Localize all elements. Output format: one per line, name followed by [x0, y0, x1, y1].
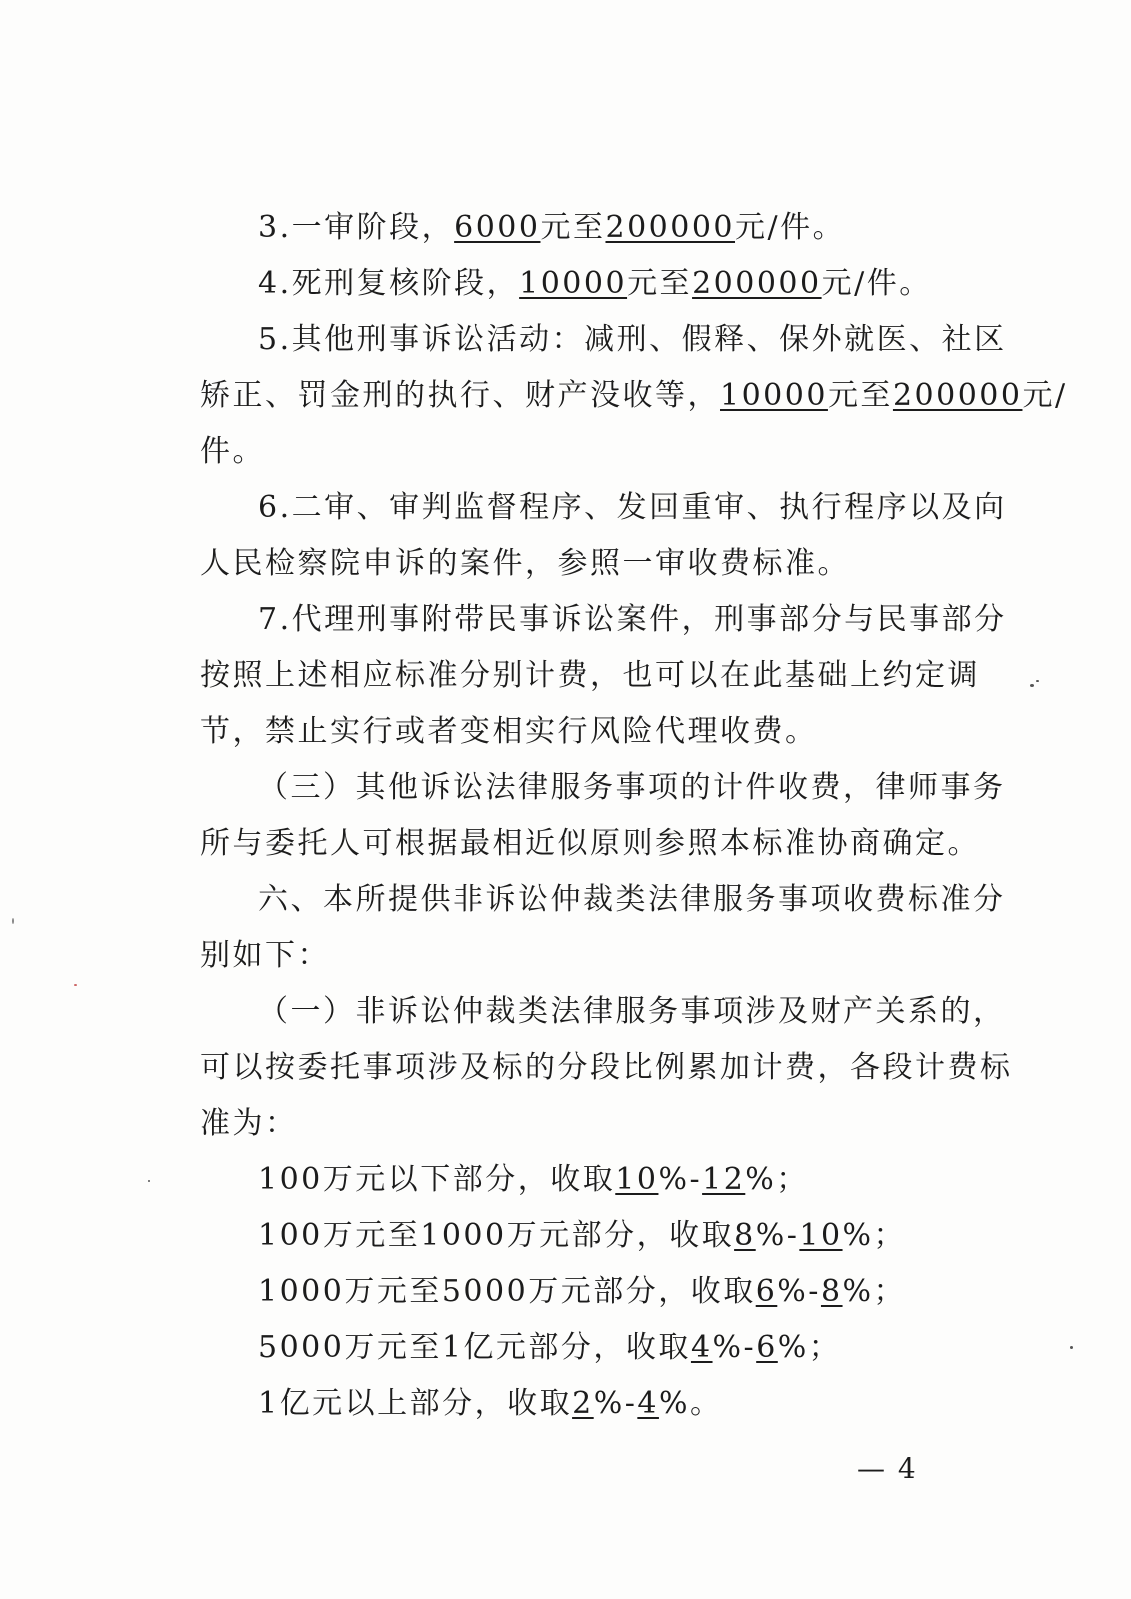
- page-number: — 4: [857, 1452, 918, 1485]
- fee-tier-line: 100万元至1000万元部分，收取8%-10%；: [258, 1218, 907, 1253]
- scan-speck: [1030, 684, 1034, 687]
- fee-tier-line: 5000万元至1亿元部分，收取4%-6%；: [258, 1330, 842, 1365]
- text-line: 6.二审、审判监督程序、发回重审、执行程序以及向: [258, 490, 1007, 525]
- text-line: 5.其他刑事诉讼活动：减刑、假释、保外就医、社区: [258, 322, 1007, 357]
- text-line: 按照上述相应标准分别计费，也可以在此基础上约定调: [200, 658, 980, 693]
- scan-speck: [1036, 680, 1039, 682]
- text-line: 所与委托人可根据最相近似原则参照本标准协商确定。: [200, 826, 980, 861]
- text-line: 矫正、罚金刑的执行、财产没收等，10000元至200000元/: [200, 378, 1068, 413]
- text-line: 3.一审阶段，6000元至200000元/件。: [258, 210, 846, 245]
- text-line: （三）其他诉讼法律服务事项的计件收费，律师事务: [258, 770, 1006, 805]
- text-line: 别如下：: [200, 938, 330, 973]
- text-line: 节，禁止实行或者变相实行风险代理收费。: [200, 714, 818, 749]
- fee-tier-line: 1000万元至5000万元部分，收取6%-8%；: [258, 1274, 907, 1309]
- text-line: 可以按委托事项涉及标的分段比例累加计费，各段计费标: [200, 1050, 1013, 1085]
- text-line: 六、本所提供非诉讼仲裁类法律服务事项收费标准分: [258, 882, 1006, 917]
- text-line: 7.代理刑事附带民事诉讼案件，刑事部分与民事部分: [258, 602, 1007, 637]
- scan-speck: [1070, 1346, 1073, 1349]
- scan-speck: [12, 918, 14, 924]
- scan-speck: [148, 1180, 150, 1182]
- text-line: 件。: [200, 434, 265, 469]
- fee-tier-line: 100万元以下部分，收取10%-12%；: [258, 1162, 809, 1197]
- text-line: 4.死刑复核阶段，10000元至200000元/件。: [258, 266, 932, 301]
- text-line: 人民检察院申诉的案件，参照一审收费标准。: [200, 546, 850, 581]
- scan-speck: [74, 984, 77, 986]
- text-line: （一）非诉讼仲裁类法律服务事项涉及财产关系的，: [258, 994, 1006, 1029]
- text-line: 准为：: [200, 1106, 298, 1141]
- fee-tier-line: 1亿元以上部分，收取2%-4%。: [258, 1386, 723, 1421]
